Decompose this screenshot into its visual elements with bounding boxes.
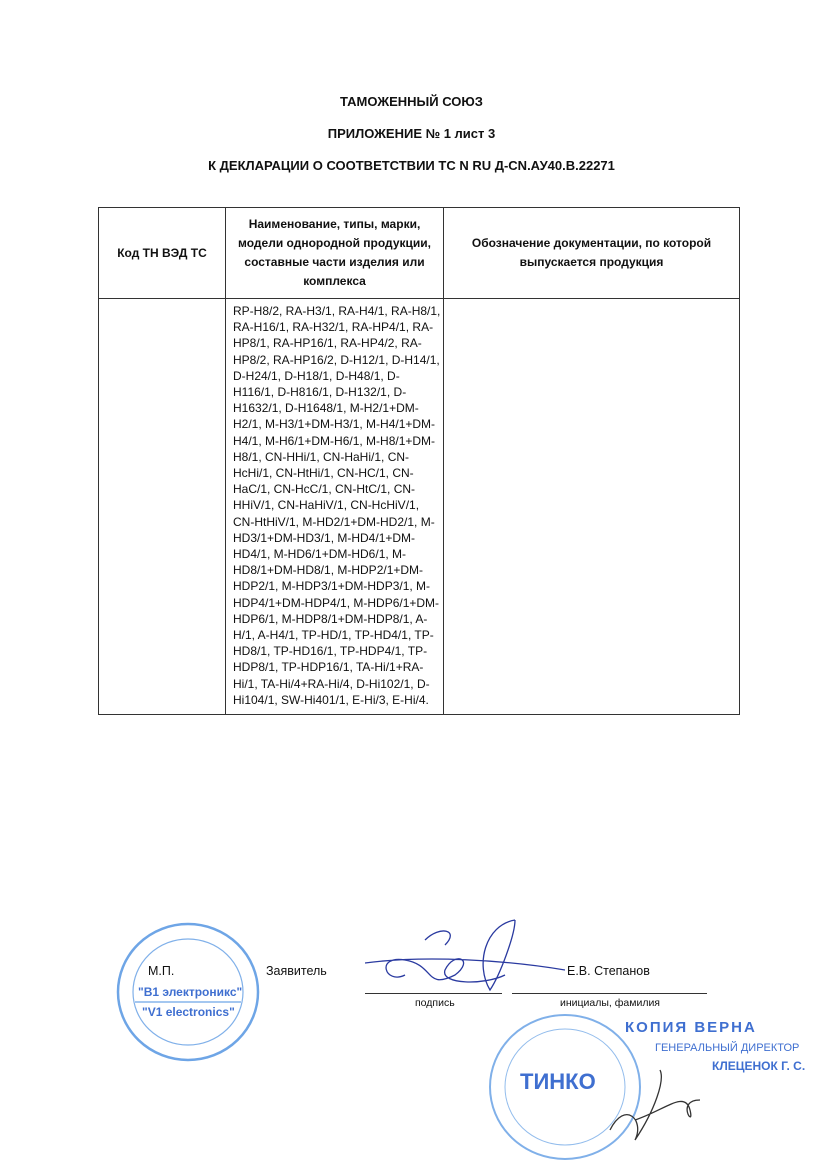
col-header-documentation: Обозначение документации, по которой выпускается продукция: [444, 208, 740, 299]
copy-certified-text: КОПИЯ ВЕРНА: [625, 1019, 757, 1036]
product-line: H116/1, D-H816/1, D-H132/1, D-: [233, 385, 407, 400]
left-stamp-text-en: "V1 electronics": [142, 1005, 235, 1019]
director-title-text: ГЕНЕРАЛЬНЫЙ ДИРЕКТОР: [655, 1042, 800, 1054]
product-line: H8/1, CN-HHi/1, CN-HaHi/1, CN-: [233, 449, 410, 464]
name-caption: инициалы, фамилия: [560, 997, 660, 1009]
product-line: HDP8/1, TP-HDP16/1, TA-Hi/1+RA-: [233, 660, 424, 675]
applicant-signature: [365, 915, 565, 993]
product-line: H1632/1, D-H1648/1, M-H2/1+DM-: [233, 401, 419, 416]
applicant-label: Заявитель: [266, 964, 327, 978]
product-line: HD8/1, TP-HD16/1, TP-HDP4/1, TP-: [233, 644, 428, 659]
product-line: D-H24/1, D-H18/1, D-H48/1, D-: [233, 368, 400, 383]
name-line: [512, 993, 707, 994]
product-line: H/1, A-H4/1, TP-HD/1, TP-HD4/1, TP-: [233, 628, 434, 643]
appendix-title: ПРИЛОЖЕНИЕ № 1 лист 3: [327, 126, 496, 141]
product-line: HP8/1, RA-HP16/1, RA-HP4/2, RA-: [233, 336, 422, 351]
left-stamp-text-ru: "В1 электроникс": [138, 985, 243, 999]
col-header-code: Код ТН ВЭД ТС: [99, 208, 226, 299]
code-cell: [99, 299, 226, 715]
product-line: HDP4/1+DM-HDP4/1, M-HDP6/1+DM-: [233, 595, 440, 610]
col-header-products: Наименование, типы, марки, модели однородной продукции, составные части изделия или комплекса: [226, 208, 444, 299]
director-signature: [605, 1060, 705, 1150]
product-line: HD4/1, M-HD6/1+DM-HD6/1, M-: [233, 547, 407, 562]
table-header-row: [99, 208, 740, 299]
seal-label: М.П.: [148, 964, 175, 978]
signature-caption: подпись: [415, 997, 455, 1009]
table-row: [99, 299, 740, 715]
product-line: HaC/1, CN-HcC/1, CN-HtC/1, CN-: [233, 482, 416, 497]
product-line: HD8/1+DM-HD8/1, M-HDP2/1+DM-: [233, 563, 424, 578]
product-line: H4/1, M-H6/1+DM-H6/1, M-H8/1+DM-: [233, 433, 436, 448]
products-cell: [226, 299, 444, 715]
signature-line: [365, 993, 502, 994]
products-table: [98, 207, 740, 715]
product-line: HD3/1+DM-HD3/1, M-HD4/1+DM-: [233, 530, 416, 545]
product-line: HHiV/1, CN-HaHiV/1, CN-HcHiV/1,: [233, 498, 420, 513]
product-line: CN-HtHiV/1, M-HD2/1+DM-HD2/1, M-: [233, 514, 435, 529]
product-line: H2/1, M-H3/1+DM-H3/1, M-H4/1+DM-: [233, 417, 436, 432]
signer-name: Е.В. Степанов: [567, 964, 650, 978]
director-name-text: КЛЕЦЕНОК Г. С.: [712, 1059, 806, 1073]
product-line: HDP6/1, M-HDP8/1+DM-HDP8/1, A-: [233, 611, 428, 626]
product-line: HcHi/1, CN-HtHi/1, CN-HC/1, CN-: [233, 466, 414, 481]
product-line: Hi104/1, SW-Hi401/1, E-Hi/3, E-Hi/4.: [233, 692, 429, 707]
product-line: Hi/1, TA-Hi/4+RA-Hi/4, D-Hi102/1, D-: [233, 676, 430, 691]
documentation-cell: [444, 299, 740, 715]
declaration-title: К ДЕКЛАРАЦИИ О СООТВЕТСТВИИ ТС N RU Д-CN.АУ40.В.22271: [208, 158, 615, 173]
product-line: RA-H16/1, RA-H32/1, RA-HP4/1, RA-: [233, 320, 434, 335]
product-line: HDP2/1, M-HDP3/1+DM-HDP3/1, M-: [233, 579, 431, 594]
product-line: RP-H8/2, RA-H3/1, RA-H4/1, RA-H8/1,: [233, 304, 441, 318]
union-title: ТАМОЖЕННЫЙ СОЮЗ: [340, 94, 483, 109]
product-line: HP8/2, RA-HP16/2, D-H12/1, D-H14/1,: [233, 352, 440, 367]
right-stamp-logo-text: ТИНКО: [520, 1069, 596, 1094]
